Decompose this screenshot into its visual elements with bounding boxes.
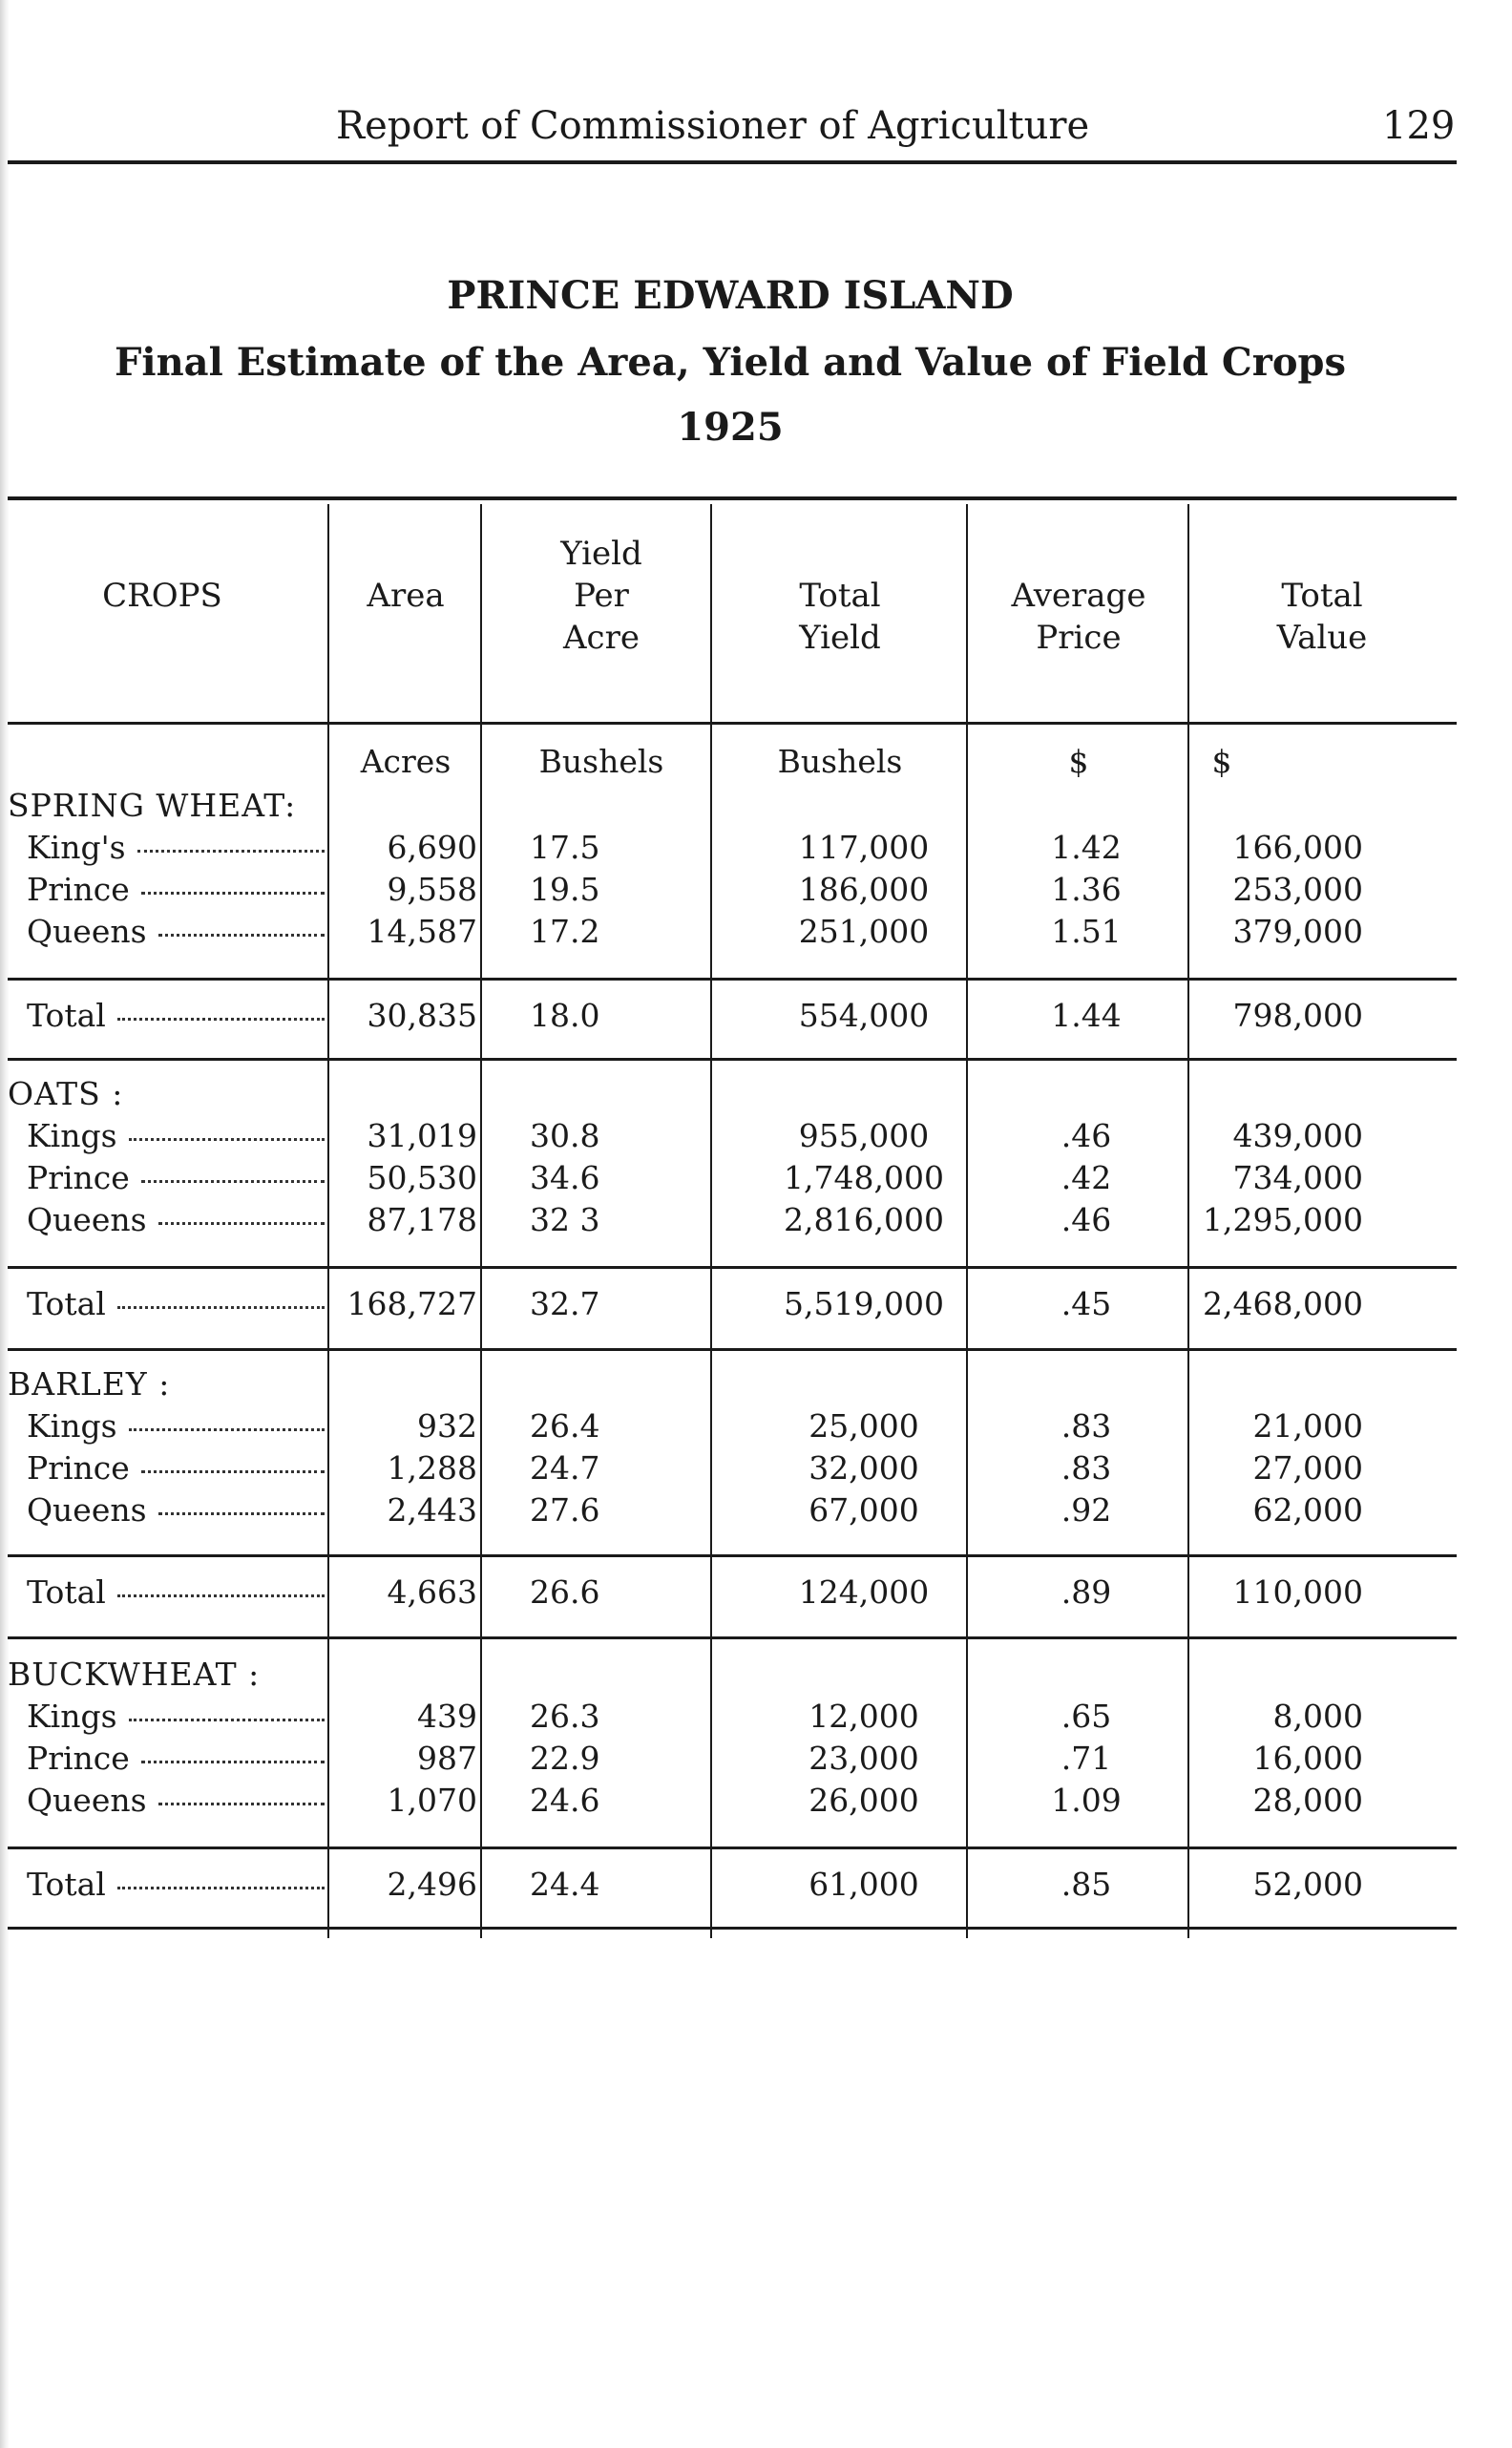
row-label-text: Queens	[27, 1491, 147, 1529]
section-barley: BARLEY :	[8, 1365, 171, 1403]
cell-yield-per-acre: 26.3	[530, 1698, 600, 1735]
cell-total-value: 439,000	[1232, 1117, 1363, 1154]
row-label-text: Prince	[27, 1740, 130, 1777]
cell-area: 31,019	[367, 1117, 477, 1154]
row-label-text: Kings	[27, 1407, 117, 1445]
unit-total-value: $	[1211, 743, 1232, 780]
leader-dots	[158, 1803, 325, 1805]
leader-dots	[141, 1180, 325, 1183]
column-divider	[327, 504, 329, 1938]
rule-above-total	[8, 1266, 1457, 1269]
row-label-text: Prince	[27, 871, 130, 908]
total-yield-per-acre: 18.0	[530, 997, 600, 1034]
header-total-value-line1: Total	[1281, 577, 1363, 615]
cell-area: 439	[417, 1698, 477, 1735]
row-label-text: Prince	[27, 1449, 130, 1487]
cell-area: 1,070	[387, 1782, 477, 1819]
row-label-text: Kings	[27, 1698, 117, 1735]
total-label-text: Total	[27, 1866, 106, 1903]
rule-below-total	[8, 1058, 1457, 1061]
leader-dots	[129, 1719, 325, 1721]
cell-yield-per-acre: 26.4	[530, 1407, 600, 1445]
cell-average-price: .92	[1060, 1491, 1112, 1529]
cell-average-price: .71	[1060, 1740, 1112, 1777]
page-number: 129	[1382, 104, 1456, 148]
cell-total-yield: 26,000	[808, 1782, 919, 1819]
cell-average-price: .46	[1060, 1117, 1112, 1154]
rule-below-total	[8, 1636, 1457, 1639]
total-yield-per-acre: 26.6	[530, 1573, 600, 1611]
header-average-price-line2: Price	[1036, 619, 1122, 657]
cell-total-yield: 186,000	[798, 871, 930, 908]
total-average-price: .85	[1060, 1866, 1112, 1903]
section-oats: OATS :	[8, 1075, 124, 1112]
row-label	[27, 1491, 325, 1530]
column-divider	[480, 504, 482, 1938]
cell-total-yield: 2,816,000	[784, 1201, 944, 1238]
cell-total-value: 253,000	[1232, 871, 1363, 908]
cell-average-price: .83	[1060, 1449, 1112, 1487]
header-yield-per-acre-line1: Yield	[560, 535, 642, 573]
cell-total-yield: 12,000	[808, 1698, 919, 1735]
total-label	[27, 1866, 325, 1904]
row-label	[27, 1201, 325, 1239]
cell-yield-per-acre: 19.5	[530, 871, 600, 908]
cell-average-price: 1.51	[1051, 913, 1122, 950]
running-head-title: Report of Commissioner of Agriculture	[336, 104, 1090, 148]
row-label-text: King's	[27, 829, 126, 866]
leader-dots	[117, 1306, 325, 1309]
total-label	[27, 1285, 325, 1323]
leader-dots	[117, 1887, 325, 1889]
total-total-yield: 124,000	[798, 1573, 930, 1611]
cell-yield-per-acre: 30.8	[530, 1117, 600, 1154]
cell-total-yield: 23,000	[808, 1740, 919, 1777]
rule-above-total	[8, 1554, 1457, 1557]
leader-dots	[158, 934, 325, 937]
cell-yield-per-acre: 17.5	[530, 829, 600, 866]
total-total-value: 52,000	[1252, 1866, 1363, 1903]
unit-area: Acres	[360, 743, 452, 780]
header-yield-per-acre-line3: Acre	[563, 619, 640, 657]
total-average-price: .45	[1060, 1285, 1112, 1322]
cell-area: 6,690	[387, 829, 477, 866]
total-average-price: .89	[1060, 1573, 1112, 1611]
rule-above-total	[8, 978, 1457, 981]
cell-yield-per-acre: 24.7	[530, 1449, 600, 1487]
row-label	[27, 871, 325, 909]
header-rule	[8, 160, 1457, 164]
cell-area: 87,178	[367, 1201, 477, 1238]
section-spring-wheat: SPRING WHEAT:	[8, 787, 297, 824]
cell-average-price: .65	[1060, 1698, 1112, 1735]
leader-dots	[158, 1512, 325, 1515]
header-area: Area	[367, 577, 445, 615]
total-total-value: 2,468,000	[1203, 1285, 1363, 1322]
row-label	[27, 1698, 325, 1736]
cell-total-yield: 32,000	[808, 1449, 919, 1487]
total-total-value: 798,000	[1232, 997, 1363, 1034]
cell-average-price: 1.42	[1051, 829, 1122, 866]
total-area: 30,835	[367, 997, 477, 1034]
row-label	[27, 1117, 325, 1155]
cell-total-yield: 955,000	[798, 1117, 930, 1154]
table-bottom-rule	[8, 1927, 1457, 1930]
total-total-yield: 554,000	[798, 997, 930, 1034]
total-label-text: Total	[27, 1285, 106, 1322]
row-label	[27, 1159, 325, 1197]
cell-yield-per-acre: 27.6	[530, 1491, 600, 1529]
rule-above-total	[8, 1847, 1457, 1849]
total-total-value: 110,000	[1232, 1573, 1363, 1611]
cell-yield-per-acre: 34.6	[530, 1159, 600, 1196]
cell-yield-per-acre: 17.2	[530, 913, 600, 950]
row-label-text: Queens	[27, 913, 147, 950]
unit-total-yield: Bushels	[777, 743, 903, 780]
cell-average-price: .46	[1060, 1201, 1112, 1238]
total-total-yield: 5,519,000	[784, 1285, 944, 1322]
row-label	[27, 913, 325, 951]
table-top-rule	[8, 496, 1457, 500]
cell-average-price: 1.36	[1051, 871, 1122, 908]
cell-total-value: 1,295,000	[1203, 1201, 1363, 1238]
cell-total-yield: 67,000	[808, 1491, 919, 1529]
cell-total-value: 27,000	[1252, 1449, 1363, 1487]
total-yield-per-acre: 24.4	[530, 1866, 600, 1903]
row-label	[27, 1407, 325, 1446]
cell-total-yield: 25,000	[808, 1407, 919, 1445]
total-total-yield: 61,000	[808, 1866, 919, 1903]
leader-dots	[117, 1018, 325, 1021]
cell-total-value: 62,000	[1252, 1491, 1363, 1529]
rule-below-total	[8, 1348, 1457, 1351]
cell-area: 1,288	[387, 1449, 477, 1487]
cell-area: 932	[417, 1407, 477, 1445]
leader-dots	[117, 1594, 325, 1597]
row-label	[27, 1740, 325, 1778]
total-area: 2,496	[387, 1866, 477, 1903]
cell-total-value: 166,000	[1232, 829, 1363, 866]
leader-dots	[158, 1222, 325, 1225]
unit-yield-per-acre: Bushels	[538, 743, 664, 780]
cell-total-value: 28,000	[1252, 1782, 1363, 1819]
leader-dots	[141, 1470, 325, 1473]
leader-dots	[137, 850, 325, 853]
total-label-text: Total	[27, 1573, 106, 1611]
total-area: 4,663	[387, 1573, 477, 1611]
cell-total-value: 8,000	[1272, 1698, 1363, 1735]
leader-dots	[129, 1138, 325, 1141]
cell-total-yield: 117,000	[798, 829, 930, 866]
row-label-text: Queens	[27, 1201, 147, 1238]
cell-area: 9,558	[387, 871, 477, 908]
cell-yield-per-acre: 32 3	[530, 1201, 600, 1238]
header-total-yield-line2: Yield	[799, 619, 881, 657]
total-average-price: 1.44	[1051, 997, 1122, 1034]
cell-yield-per-acre: 24.6	[530, 1782, 600, 1819]
section-buckwheat: BUCKWHEAT :	[8, 1656, 261, 1693]
total-label-text: Total	[27, 997, 106, 1034]
cell-total-value: 16,000	[1252, 1740, 1363, 1777]
cell-yield-per-acre: 22.9	[530, 1740, 600, 1777]
cell-total-yield: 1,748,000	[784, 1159, 944, 1196]
header-crops: CROPS	[102, 577, 222, 615]
cell-average-price: .42	[1060, 1159, 1112, 1196]
title-description: Final Estimate of the Area, Yield and Value of Field Crops	[115, 340, 1346, 385]
cell-total-value: 734,000	[1232, 1159, 1363, 1196]
row-label-text: Queens	[27, 1782, 147, 1819]
cell-average-price: .83	[1060, 1407, 1112, 1445]
row-label-text: Prince	[27, 1159, 130, 1196]
header-total-value-line2: Value	[1276, 619, 1368, 657]
header-yield-per-acre-line2: Per	[574, 577, 629, 615]
total-label	[27, 1573, 325, 1612]
total-area: 168,727	[346, 1285, 477, 1322]
total-label	[27, 997, 325, 1035]
row-label-text: Kings	[27, 1117, 117, 1154]
cell-area: 14,587	[367, 913, 477, 950]
header-bottom-rule	[8, 722, 1457, 725]
cell-area: 2,443	[387, 1491, 477, 1529]
title-region: PRINCE EDWARD ISLAND	[447, 273, 1014, 318]
cell-total-value: 21,000	[1252, 1407, 1363, 1445]
cell-average-price: 1.09	[1051, 1782, 1122, 1819]
title-year: 1925	[677, 405, 784, 450]
leader-dots	[129, 1428, 325, 1431]
total-yield-per-acre: 32.7	[530, 1285, 600, 1322]
row-label	[27, 1449, 325, 1488]
leader-dots	[141, 892, 325, 895]
cell-area: 50,530	[367, 1159, 477, 1196]
cell-total-value: 379,000	[1232, 913, 1363, 950]
unit-average-price: $	[1068, 743, 1089, 780]
cell-area: 987	[417, 1740, 477, 1777]
header-average-price-line1: Average	[1011, 577, 1146, 615]
leader-dots	[141, 1761, 325, 1763]
cell-total-yield: 251,000	[798, 913, 930, 950]
row-label	[27, 829, 325, 867]
header-total-yield-line1: Total	[799, 577, 881, 615]
row-label	[27, 1782, 325, 1820]
